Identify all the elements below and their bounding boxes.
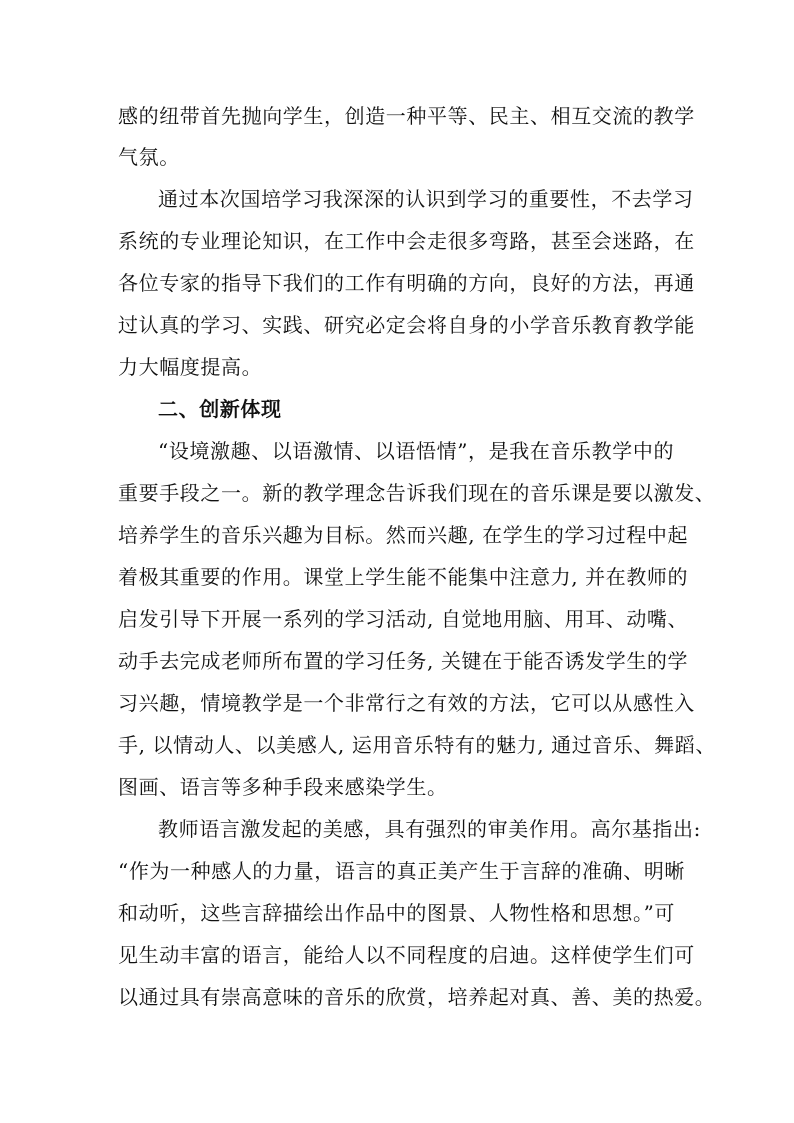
paragraph-line: 图画、语言等多种手段来感染学生。	[118, 775, 448, 799]
paragraph-line: 和动听，这些言辞描绘出作品中的图景、人物性格和思想。”可	[118, 901, 676, 925]
paragraph-line: 力大幅度提高。	[118, 355, 263, 379]
paragraph-line: 通过本次国培学习我深深的认识到学习的重要性，不去学习	[158, 187, 694, 211]
paragraph-line: 系统的专业理论知识，在工作中会走很多弯路，甚至会迷路，在	[118, 229, 695, 253]
paragraph-line: 培养学生的音乐兴趣为目标。然而兴趣, 在学生的学习过程中起	[118, 523, 689, 547]
paragraph-line: 以通过具有崇高意味的音乐的欣赏，培养起对真、善、美的热爱。	[118, 985, 716, 1009]
paragraph-line: 各位专家的指导下我们的工作有明确的方向，良好的方法，再通	[118, 271, 695, 295]
paragraph-line: 见生动丰富的语言，能给人以不同程度的启迪。这样使学生们可	[118, 943, 695, 967]
paragraph-line: 习兴趣，情境教学是一个非常行之有效的方法，它可以从感性入	[118, 691, 695, 715]
paragraph-line: 着极其重要的作用。课堂上学生能不能集中注意力, 并在教师的	[118, 565, 689, 589]
section-heading: 二、创新体现	[158, 397, 282, 421]
paragraph-line: “作为一种感人的力量，语言的真正美产生于言辞的准确、明晰	[118, 859, 686, 883]
paragraph-line: 教师语言激发起的美感，具有强烈的审美作用。高尔基指出:	[158, 817, 701, 841]
paragraph-line: 启发引导下开展一系列的学习活动, 自觉地用脑、用耳、动嘴、	[118, 607, 689, 631]
paragraph-line: 感的纽带首先抛向学生，创造一种平等、民主、相互交流的教学	[118, 104, 695, 128]
paragraph-line: 动手去完成老师所布置的学习任务, 关键在于能否诱发学生的学	[118, 649, 689, 673]
paragraph-line: 手, 以情动人、以美感人, 运用音乐特有的魅力, 通过音乐、舞蹈、	[118, 733, 716, 757]
paragraph-line: 重要手段之一。新的教学理念告诉我们现在的音乐课是要以激发、	[118, 481, 716, 505]
paragraph-line: 过认真的学习、实践、研究必定会将自身的小学音乐教育教学能	[118, 313, 695, 337]
paragraph-line: “设境激趣、以语激情、以语悟情”，是我在音乐教学中的	[158, 439, 675, 463]
paragraph-line: 气氛。	[118, 145, 180, 169]
